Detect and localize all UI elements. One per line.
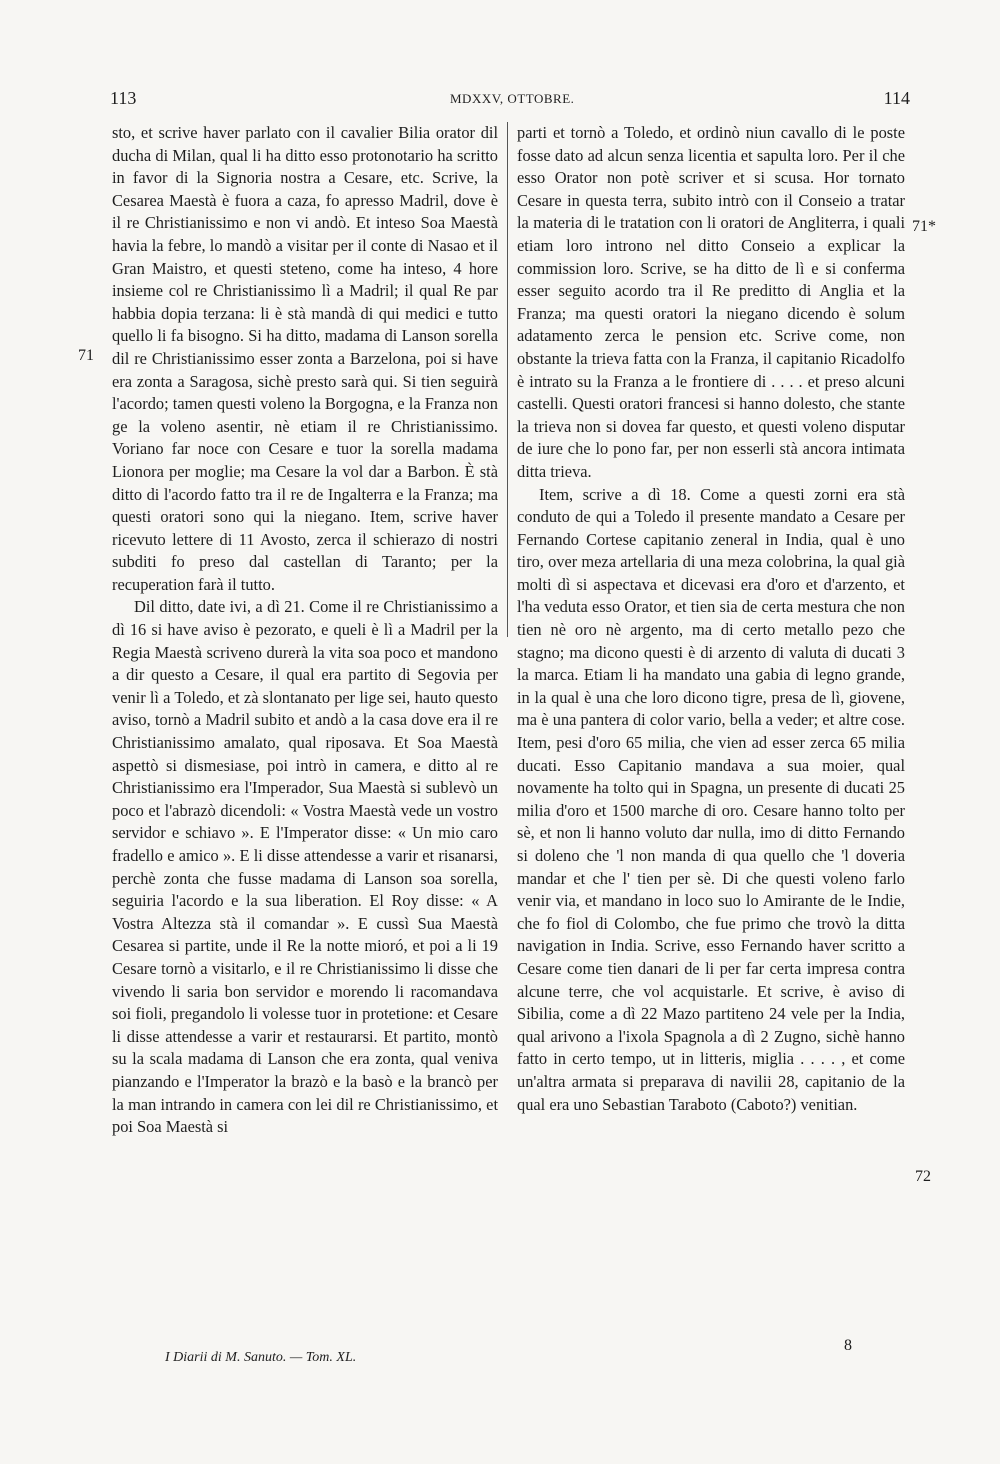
page-footer: I Diarii di M. Sanuto. — Tom. XL.	[165, 1350, 357, 1365]
margin-number-right-2: 72	[915, 1168, 931, 1185]
column-divider	[507, 122, 508, 637]
running-header	[110, 88, 910, 112]
margin-number-right-1: 71*	[912, 218, 936, 235]
signature-mark: 8	[844, 1337, 852, 1354]
running-title: MDXXV, OTTOBRE.	[450, 91, 575, 106]
margin-number-left: 71	[78, 347, 94, 364]
right-column	[517, 122, 905, 1116]
right-paragraph-2: Item, scrive a dì 18. Come a questi zorni era stà conduto de qui a Toledo il presente mandato a Cesare per Fernando Cortese capitanio zeneral in India, qual è uno tiro, over meza artellaria di una meza colobrina, la qual già molti dì si aspectava et dicevasi era d'oro et d'arzento, et l'ha veduta esso Orator, et tien sia de certa mestura che non tien nè oro nè argento, ma di certo metallo pezo che stagno; ma dicono questi è di arzento di valuta di ducati 3 la marca. Etiam li ha mandato una gabia di legno grande, in la qual è una che loro dicono tigre, presa de lì, giovene, ma è una pantera di color vario, bella a veder; et altre cose. Item, pesi d'oro 65 milia, che vien ad esser zerca 65 milia ducati. Esso Capitanio mandava a sua moier, qual novamente ha tolto qui in Spagna, un presente di ducati 25 milia d'oro et 1500 marche di oro. Cesare hanno tolto per sè, et non li hanno voluto dar nulla, imo di ditto Fernando si doleno che 'l non manda di qua quello che 'l doveria mandar et che l' tien per sè. Di che questi voleno farlo venir via, et mandano in loco suo lo Amirante de le Indie, che fo fiol di Colombo, che fue primo che trovò la ditta navigation in India. Scrive, esso Fernando haver scritto a Cesare come tien danari de li per far certa impresa contra alcune terre, che vol acquistarle. Et scrive, è aviso di Sibilia, come a dì 22 Mazo partiteno 24 vele per la India, qual arivono a l'ixola Spagnola a dì 2 Zugno, sichè hanno fatto in certo tempo, ut in litteris, miglia . . . . , et come un'altra armata si preparava di navilii 28, capitanio de la qual era uno Sebastian Taraboto (Caboto?) venitian.	[517, 484, 905, 1114]
page-number-right: 114	[883, 88, 910, 108]
left-paragraph-1: sto, et scrive haver parlato con il cavalier Bilia orator dil ducha di Milan, qual li ha ditto esso protonotario ha scritto in favor di la Signoria nostra a Cesare, etc. Scrive, la Cesarea Maestà è fuora a caza, fo apresso Madril, dove è il re Christianissimo e non vi andò. Et inteso Soa Maestà havia la febre, lo mandò a visitar per il conte di Nasao et il Gran Maistro, et questi steteno, come ha inteso, 4 hore insieme col re Christianissimo lì a Madril; il qual Re par habbia dopia terzana: li è stà mandà di qui medici e tutto quello li fa bisogno. Si ha ditto, madama di Lanson sorella dil re Christianissimo esser zonta a Barzelona, poi si have era zonta a Saragosa, sichè presto sarà qui. Si tien seguirà l'acordo; tamen questi voleno la Borgogna, e la Franza non ge la voleno asentir, nè etiam il re Christianissimo. Voriano far noce con Cesare e tuor la sorella madama Lionora per moglie; ma Cesare la vol dar a Barbon. È stà ditto di l'acordo fatto tra il re de Ingalterra e la Franza; ma questi oratori sono qui la niegano. Item, scrive haver ricevuto lettere di 11 Avosto, zerca il schierazo di nostri subditi fo preso dal castellan di Taranto; per la recuperation farà il tutto.	[112, 123, 498, 594]
right-paragraph-1: parti et tornò a Toledo, et ordinò niun cavallo di le poste fosse dato ad alcun senza licentia et sapulta loro. Per il che esso Orator non potè scriver et si scusa. Hor tornato Cesare in questa terra, subito intrò con il Conseio a tratar la materia di le tratation con li oratori de Angliterra, i quali etiam loro introno nel ditto Conseio a explicar la commission loro. Scrive, se ha ditto de lì e si conferma esser seguito acordo tra il Re preditto di Anglia et la Franza; ma questi oratori la niegano dicendo è solum adatamento zerca le pension etc. Scrive come, non obstante la trieva fatta con la Franza, il capitanio Ricadolfo è intrato su la Franza a le frontiere di . . . . et preso alcuni castelli. Questi oratori francesi si hanno dolesto, che stante la trieva non si dovea far questo, et questi voleno disputar de iure che lo pono far, per non esserli stà ancora intimata ditta trieva.	[517, 123, 905, 481]
left-paragraph-2: Dil ditto, date ivi, a dì 21. Come il re Christianissimo a dì 16 si have aviso è pezorato, e queli è lì a Madril per la Regia Maestà scriveno durerà la vita soa poco et mandono a dir questo a Cesare, il qual era partito di Segovia per venir lì a Toledo, et zà slontanato per lige sei, hauto questo aviso, tornò a Madril subito et andò a la casa dove era il re Christianissimo amalato, qual riposava. Et Soa Maestà aspettò si dismesiase, poi intrò in camera, e ditto al re Christianissimo era l'Imperador, Sua Maestà si sublevò un poco et l'abrazò dicendoli: « Vostra Maestà vede un vostro servidor e schiavo ». E l'Imperator disse: « Un mio caro fradello e amico ». E li disse attendesse a varir et risanarsi, perchè zonta che fusse madama di Lanson soa sorella, seguiria l'acordo e la sua liberation. El Roy disse: « A Vostra Altezza stà il comandar ». E cussì Sua Maestà Cesarea si partite, unde il Re la notte mioró, et poi a li 19 Cesare tornò a visitarlo, e il re Christianissimo li disse che vivendo li saria bon servidor e morendo li racomandava soi fioli, pregandolo li volesse tuor in protetione: et Cesare li disse attendesse a varir et restaurarsi. Et partito, montò su la scala madama di Lanson che era zonta, qual veniva pianzando e l'Imperator la brazò e la basò e la brancò per la man intrando in camera con lei dil re Christianissimo, et poi Soa Maestà si	[112, 597, 498, 1137]
left-column	[112, 122, 498, 1139]
page-number-left: 113	[110, 88, 137, 108]
